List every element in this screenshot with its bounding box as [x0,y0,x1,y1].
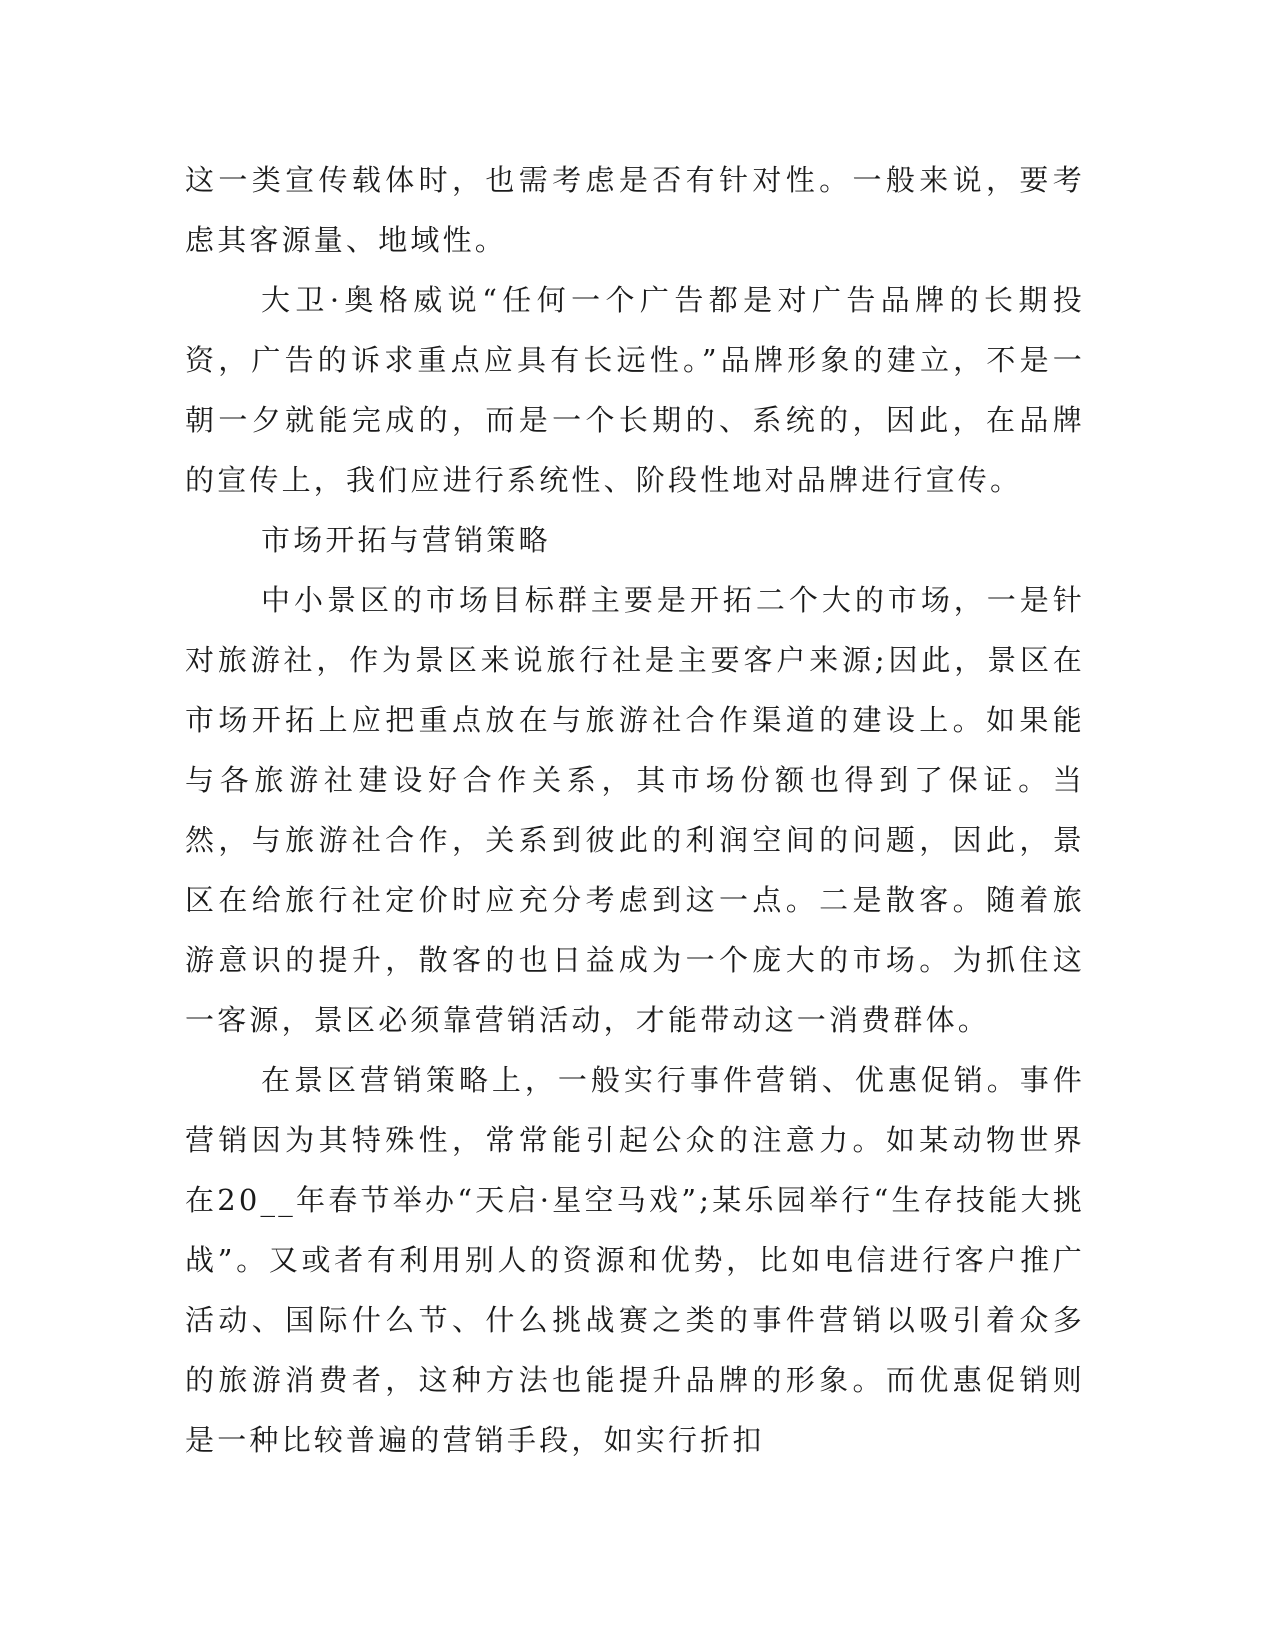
paragraph-audience-consideration: 这一类宣传载体时，也需考虑是否有针对性。一般来说，要考虑其客源量、地域性。 [185,163,1085,257]
document-body [185,150,1085,1470]
paragraph-marketing-tactics: 在景区营销策略上，一般实行事件营销、优惠促销。事件营销因为其特殊性，常常能引起公众的注意力。如某动物世界在20__年春节举办“天启·星空马戏”;某乐园举行“生存技能大挑战”。又或者有利用别人的资源和优势，比如电信进行客户推广活动、国际什么节、什么挑战赛之类的事件营销以吸引着众多的旅游消费者，这种方法也能提升品牌的形象。而优惠促销则是一种比较普遍的营销手段，如实行折扣 [185,1063,1085,1457]
paragraph-target-markets: 中小景区的市场目标群主要是开拓二个大的市场，一是针对旅游社，作为景区来说旅行社是主要客户来源;因此，景区在市场开拓上应把重点放在与旅游社合作渠道的建设上。如果能与各旅游社建设好合作关系，其市场份额也得到了保证。当然，与旅游社合作，关系到彼此的利润空间的问题，因此，景区在给旅行社定价时应充分考虑到这一点。二是散客。随着旅游意识的提升，散客的也日益成为一个庞大的市场。为抓住这一客源，景区必须靠营销活动，才能带动这一消费群体。 [185,583,1085,1037]
paragraph-ogilvy-quote: 大卫·奥格威说“任何一个广告都是对广告品牌的长期投资，广告的诉求重点应具有长远性。”品牌形象的建立，不是一朝一夕就能完成的，而是一个长期的、系统的，因此，在品牌的宣传上，我们应进行系统性、阶段性地对品牌进行宣传。 [185,283,1085,497]
section-heading-market-strategy: 市场开拓与营销策略 [261,523,551,557]
